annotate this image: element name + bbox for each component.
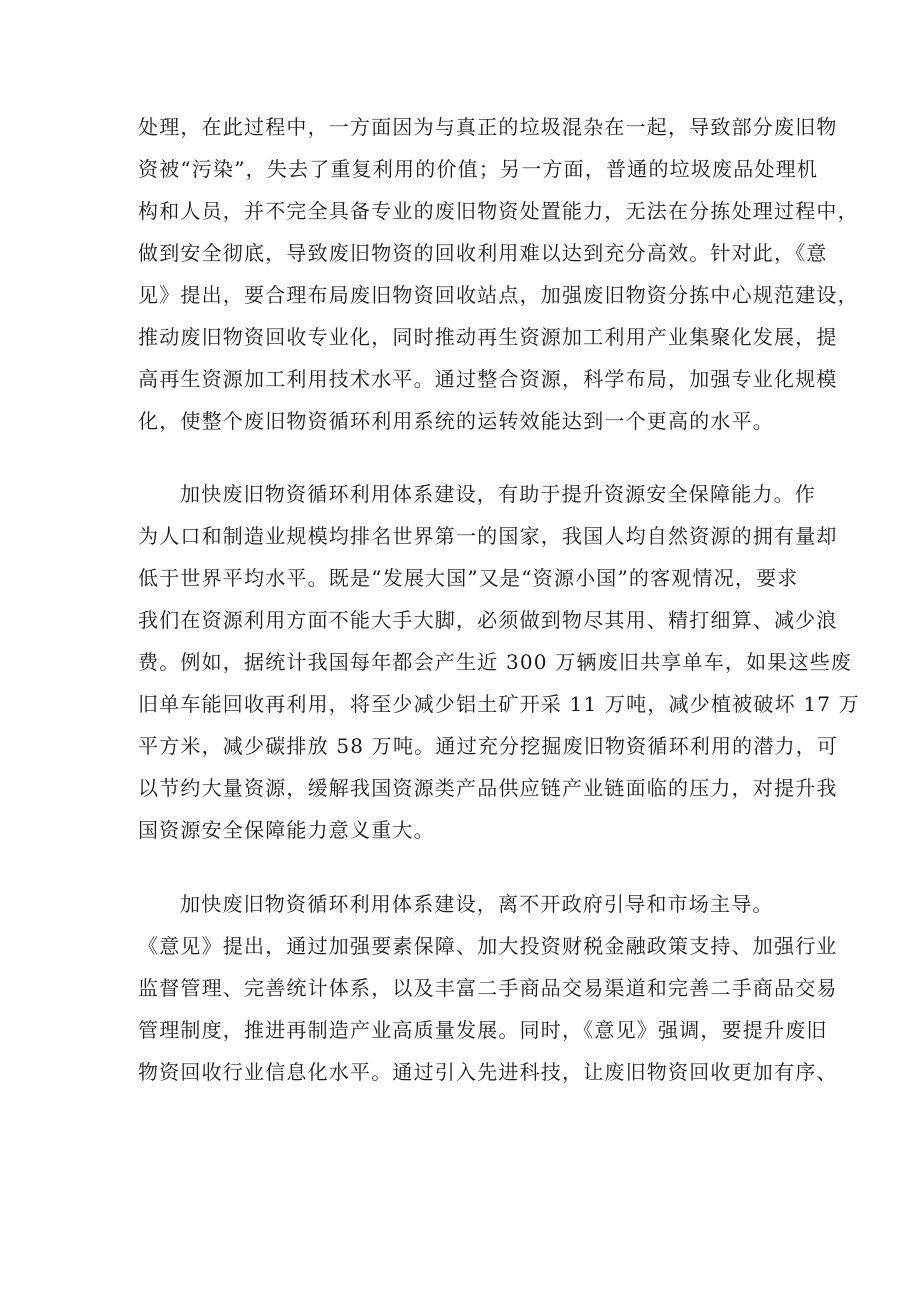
paragraph-3-line-4: 管理制度，推进再制造产业高质量发展。同时，《意见》强调，要提升废旧 xyxy=(138,1018,828,1042)
paragraph-2-line-6: 旧单车能回收再利用，将至少减少铝土矿开采 11 万吨，减少植被破坏 17 万 xyxy=(138,692,860,716)
paragraph-3-line-1: 加快废旧物资循环利用体系建设，离不开政府引导和市场主导。 xyxy=(180,892,774,916)
paragraph-1-line-5: 见》提出，要合理布局废旧物资回收站点，加强废旧物资分拣中心规范建设， xyxy=(138,283,859,307)
paragraph-3-line-3: 监督管理、完善统计体系，以及丰富二手商品交易渠道和完善二手商品交易 xyxy=(138,976,838,1000)
paragraph-2-line-3: 低于世界平均水平。既是“发展大国”又是“资源小国”的客观情况，要求 xyxy=(138,566,799,590)
paragraph-1-line-7: 高再生资源加工利用技术水平。通过整合资源，科学布局，加强专业化规模 xyxy=(138,367,838,391)
paragraph-2-line-9: 国资源安全保障能力意义重大。 xyxy=(138,818,435,842)
paragraph-2-line-2: 为人口和制造业规模均排名世界第一的国家，我国人均自然资源的拥有量却 xyxy=(138,524,838,548)
paragraph-1-line-4: 做到安全彻底，导致废旧物资的回收利用难以达到充分高效。针对此，《意 xyxy=(138,241,828,265)
paragraph-2-line-5: 费。例如，据统计我国每年都会产生近 300 万辆废旧共享单车，如果这些废 xyxy=(138,650,853,674)
paragraph-3-line-5: 物资回收行业信息化水平。通过引入先进科技，让废旧物资回收更加有序、 xyxy=(138,1060,838,1084)
paragraph-2-line-7: 平方米，减少碳排放 58 万吨。通过充分挖掘废旧物资循环利用的潜力，可 xyxy=(138,734,839,758)
paragraph-1-line-2: 资被“污染”，失去了重复利用的价值；另一方面，普通的垃圾废品处理机 xyxy=(138,157,819,181)
paragraph-2-line-4: 我们在资源利用方面不能大手大脚，必须做到物尽其用、精打细算、减少浪 xyxy=(138,608,838,632)
paragraph-1-line-3: 构和人员，并不完全具备专业的废旧物资处置能力，无法在分拣处理过程中， xyxy=(138,199,859,223)
paragraph-3-line-2: 《意见》提出，通过加强要素保障、加大投资财税金融政策支持、加强行业 xyxy=(138,934,838,958)
paragraph-1-line-1: 处理，在此过程中，一方面因为与真正的垃圾混杂在一起，导致部分废旧物 xyxy=(138,115,838,139)
paragraph-2-line-8: 以节约大量资源，缓解我国资源类产品供应链产业链面临的压力，对提升我 xyxy=(138,776,838,800)
paragraph-1-line-6: 推动废旧物资回收专业化，同时推动再生资源加工利用产业集聚化发展，提 xyxy=(138,325,838,349)
paragraph-1-line-8: 化，使整个废旧物资循环利用系统的运转效能达到一个更高的水平。 xyxy=(138,409,774,433)
paragraph-2-line-1: 加快废旧物资循环利用体系建设，有助于提升资源安全保障能力。作 xyxy=(180,482,816,506)
